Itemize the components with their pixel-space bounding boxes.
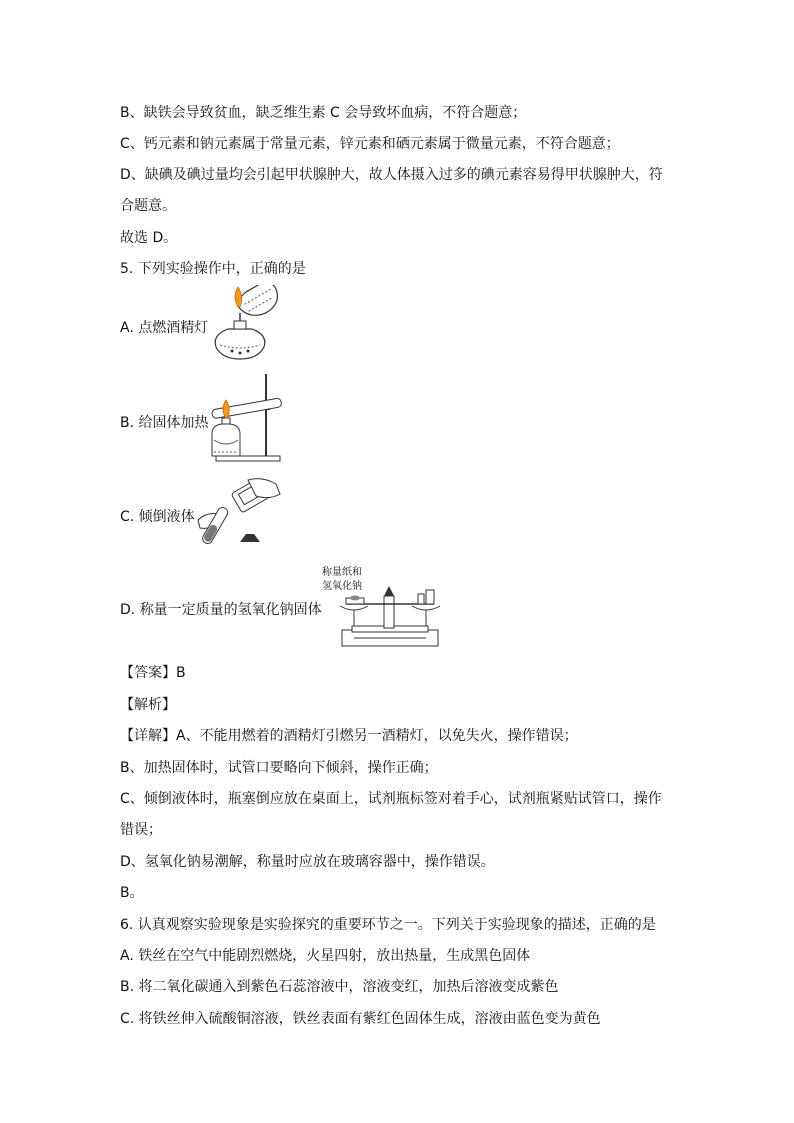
balance-label-line-2: 氢氧化钠	[322, 581, 362, 592]
analysis-c-line-1: C、倾倒液体时，瓶塞倒应放在桌面上，试剂瓶标签对着手心，试剂瓶紧贴试管口，操作	[120, 791, 662, 807]
option-d-label: D. 称量一定质量的氢氧化钠固体	[120, 602, 322, 618]
text-line: C、钙元素和钠元素属于常量元素，锌元素和硒元素属于微量元素，不符合题意；	[120, 136, 620, 152]
question-6-stem: 6. 认真观察实验现象是实验探究的重要环节之一。下列关于实验现象的描述，正确的是	[120, 917, 656, 933]
analysis-c-line-2: 错误；	[120, 822, 162, 838]
question-5-stem: 5. 下列实验操作中，正确的是	[120, 261, 306, 277]
balance-figure	[332, 582, 448, 650]
analysis-title: 【解析】	[120, 697, 176, 713]
analysis-conclusion: B。	[120, 885, 144, 901]
heating-solid-figure	[206, 370, 286, 464]
option-c-label: C. 倾倒液体	[120, 509, 195, 525]
text-line: B、缺铁会导致贫血，缺乏维生素 C 会导致坏血病，不符合题意；	[120, 105, 527, 121]
lighting-alcohol-lamp-figure	[208, 285, 290, 363]
pouring-liquid-figure	[196, 476, 282, 548]
question-6-option-a: A. 铁丝在空气中能剧烈燃烧，火星四射，放出热量，生成黑色固体	[120, 948, 531, 964]
text-line: 合题意。	[120, 198, 176, 214]
question-6-option-c: C. 将铁丝伸入硫酸铜溶液，铁丝表面有紫红色固体生成，溶液由蓝色变为黄色	[120, 1011, 601, 1027]
option-a-label: A. 点燃酒精灯	[120, 320, 209, 336]
answer: 【答案】B	[120, 665, 186, 681]
analysis-b: B、加热固体时，试管口要略向下倾斜，操作正确；	[120, 760, 438, 776]
analysis-detail: 【详解】A、不能用燃着的酒精灯引燃另一酒精灯，以免失火，操作错误；	[120, 728, 578, 744]
option-b-label: B. 给固体加热	[120, 415, 209, 431]
balance-label-line-1: 称量纸和	[322, 567, 362, 578]
text-line: D、缺碘及碘过量均会引起甲状腺肿大，故人体摄入过多的碘元素容易得甲状腺肿大，符	[120, 167, 663, 183]
analysis-d: D、氢氧化钠易潮解，称量时应放在玻璃容器中，操作错误。	[120, 854, 495, 870]
question-6-option-b: B. 将二氧化碳通入到紫色石蕊溶液中，溶液变红，加热后溶液变成紫色	[120, 979, 559, 995]
text-line: 故选 D。	[120, 230, 178, 246]
